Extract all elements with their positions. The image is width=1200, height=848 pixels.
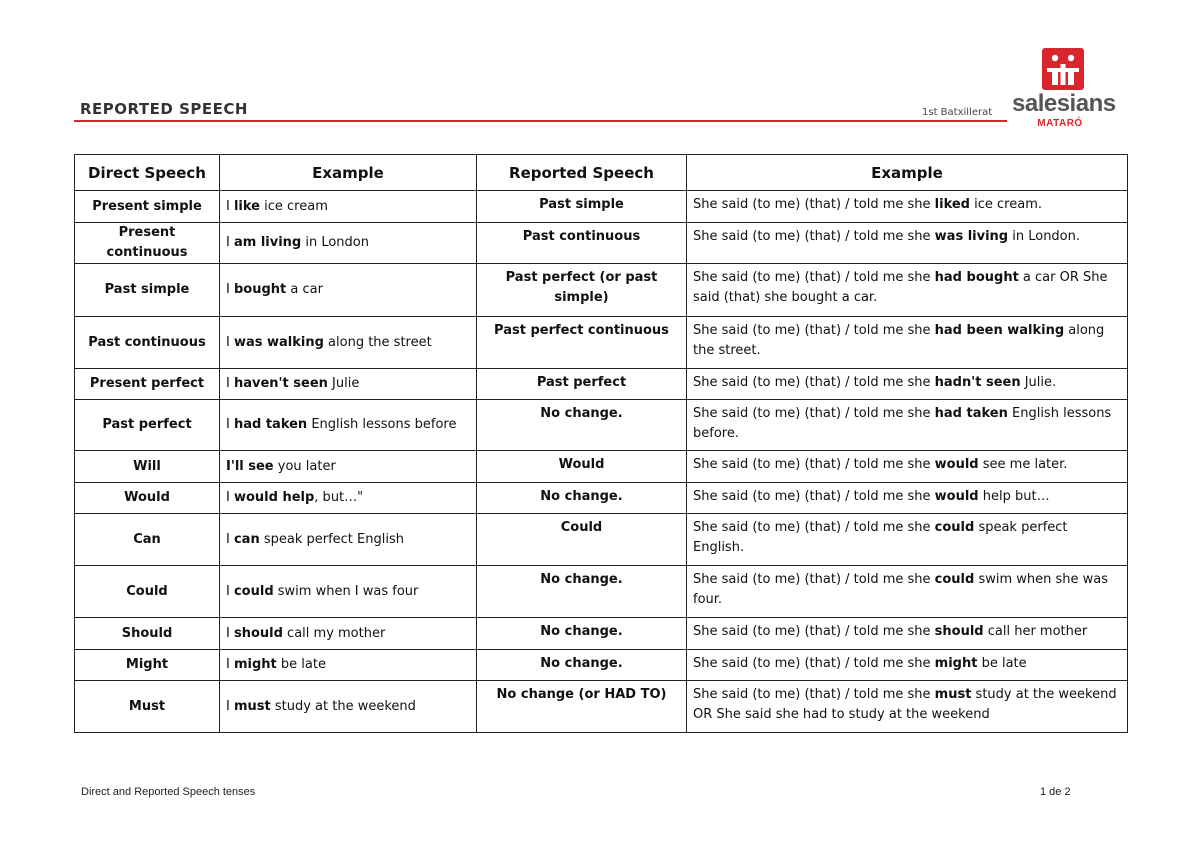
table-row — [75, 317, 1128, 369]
reported-speech-example — [687, 483, 1128, 514]
example-verb: liked — [934, 197, 970, 212]
example-text: She said (to me) (that) / told me she — [693, 229, 935, 244]
example-text: I — [226, 376, 234, 391]
example-text: Julie — [327, 376, 360, 391]
example-text: study at the weekend — [270, 698, 416, 714]
example-verb: had taken — [934, 406, 1008, 421]
example-text: Julie. — [1020, 375, 1057, 390]
example-verb: might — [934, 656, 978, 671]
example-verb: was walking — [233, 334, 324, 350]
example-text: English lessons before — [307, 417, 457, 432]
example-text: along the street — [323, 334, 432, 350]
example-text: She said (to me) (that) / told me she — [693, 406, 935, 421]
example-text: She said (to me) (that) / told me she — [693, 687, 935, 702]
example-text: She said (to me) (that) / told me she — [693, 197, 935, 212]
reported-speech-example — [687, 223, 1128, 264]
direct-speech-tense: Will — [75, 451, 220, 483]
reported-speech-tense: Would — [477, 451, 687, 483]
direct-speech-example — [220, 264, 477, 317]
reported-speech-example — [687, 514, 1128, 566]
example-text: a car OR She said (that) she bought a car. — [693, 270, 1108, 305]
example-text: you later — [273, 458, 336, 474]
example-verb: am living — [233, 235, 302, 250]
direct-speech-example — [220, 483, 477, 514]
reported-speech-tense: No change. — [477, 566, 687, 618]
example-text: be late — [276, 657, 326, 672]
example-text: in London — [301, 235, 369, 250]
example-text: I — [226, 417, 234, 432]
example-text: English lessons before. — [693, 406, 1112, 441]
direct-speech-tense: Past simple — [75, 264, 220, 317]
direct-speech-tense: Must — [75, 681, 220, 733]
direct-speech-tense: Should — [75, 618, 220, 650]
reported-speech-tense: No change. — [477, 400, 687, 451]
example-text: I — [226, 490, 234, 505]
example-verb: had taken — [233, 417, 308, 432]
example-verb: like — [233, 198, 260, 214]
example-verb: was living — [934, 229, 1009, 244]
example-verb: I'll see — [226, 458, 274, 474]
header-reported-speech: Reported Speech — [477, 155, 687, 191]
example-verb: might — [233, 657, 277, 672]
reported-speech-example — [687, 191, 1128, 223]
reported-speech-example — [687, 618, 1128, 650]
direct-speech-tense: Might — [75, 650, 220, 681]
example-text: call my mother — [282, 625, 386, 641]
example-text: in London. — [1008, 229, 1081, 244]
example-text: speak perfect English — [259, 531, 404, 547]
reported-speech-tense: Past perfect (or past simple) — [477, 264, 687, 317]
example-text: I — [226, 531, 234, 547]
salesians-logo — [1012, 48, 1116, 132]
example-verb: had been walking — [934, 323, 1065, 338]
example-text: She said (to me) (that) / told me she — [693, 489, 935, 504]
header-direct-speech: Direct Speech — [75, 155, 220, 191]
table-row — [75, 514, 1128, 566]
example-text: I — [226, 334, 234, 350]
example-text: She said (to me) (that) / told me she — [693, 572, 935, 587]
tenses-table — [74, 154, 1128, 733]
reported-speech-tense: No change. — [477, 618, 687, 650]
table-row — [75, 681, 1128, 733]
example-text: see me later. — [978, 457, 1068, 472]
example-verb: should — [233, 625, 283, 641]
direct-speech-example — [220, 618, 477, 650]
example-text: help but… — [978, 489, 1050, 504]
reported-speech-example — [687, 566, 1128, 618]
direct-speech-tense: Past perfect — [75, 400, 220, 451]
direct-speech-tense: Can — [75, 514, 220, 566]
logo-wordmark: salesians — [1012, 90, 1116, 117]
example-text: She said (to me) (that) / told me she — [693, 656, 935, 671]
direct-speech-tense: Could — [75, 566, 220, 618]
direct-speech-example — [220, 514, 477, 566]
example-text: I — [226, 583, 234, 599]
example-text: , but…" — [314, 490, 364, 505]
table-row — [75, 223, 1128, 264]
header-divider — [74, 120, 1007, 122]
example-text: She said (to me) (that) / told me she — [693, 457, 935, 472]
example-text: ice cream — [260, 198, 328, 214]
example-verb: can — [233, 531, 260, 547]
example-text: She said (to me) (that) / told me she — [693, 375, 935, 390]
reported-speech-example — [687, 681, 1128, 733]
table-row — [75, 191, 1128, 223]
example-verb: would — [934, 489, 979, 504]
reported-speech-example — [687, 451, 1128, 483]
reported-speech-tense: Past perfect — [477, 369, 687, 400]
direct-speech-example — [220, 223, 477, 264]
direct-speech-example — [220, 681, 477, 733]
direct-speech-tense: Present perfect — [75, 369, 220, 400]
header-example-reported: Example — [687, 155, 1128, 191]
reported-speech-tense: No change. — [477, 650, 687, 681]
table-row — [75, 483, 1128, 514]
reported-speech-example — [687, 317, 1128, 369]
table-row — [75, 400, 1128, 451]
page-title: REPORTED SPEECH — [80, 100, 248, 118]
example-verb: must — [233, 698, 271, 714]
direct-speech-example — [220, 451, 477, 483]
example-verb: could — [233, 583, 274, 599]
example-text: study at the weekend OR She said she had to study at the weekend — [693, 687, 1117, 722]
reported-speech-example — [687, 369, 1128, 400]
example-text: along the street. — [693, 323, 1105, 358]
reported-speech-tense: Could — [477, 514, 687, 566]
example-text: swim when she was four. — [693, 572, 1109, 607]
page-number: 1 de 2 — [1040, 786, 1071, 798]
direct-speech-example — [220, 191, 477, 223]
example-verb: haven't seen — [233, 376, 328, 391]
example-text: She said (to me) (that) / told me she — [693, 624, 935, 639]
example-text: speak perfect English. — [693, 520, 1068, 555]
logo-city: MATARÓ — [1037, 118, 1083, 129]
direct-speech-example — [220, 566, 477, 618]
header-example: Example — [220, 155, 477, 191]
reported-speech-example — [687, 650, 1128, 681]
example-verb: would — [934, 457, 979, 472]
table-row — [75, 566, 1128, 618]
direct-speech-example — [220, 650, 477, 681]
example-text: swim when I was four — [273, 583, 419, 599]
example-verb: should — [934, 624, 984, 639]
example-text: ice cream. — [970, 197, 1042, 212]
example-verb: must — [934, 687, 972, 702]
direct-speech-tense: Present simple — [75, 191, 220, 223]
direct-speech-example — [220, 369, 477, 400]
table-row — [75, 264, 1128, 317]
reported-speech-tense: No change. — [477, 483, 687, 514]
table-header-row — [75, 155, 1128, 191]
example-verb: could — [934, 572, 975, 587]
reported-speech-example — [687, 400, 1128, 451]
table-row — [75, 451, 1128, 483]
example-verb: would help — [233, 490, 315, 505]
example-verb: could — [934, 520, 975, 535]
salesians-logo-icon — [1042, 48, 1084, 90]
example-text: I — [226, 625, 234, 641]
example-verb: hadn't seen — [934, 375, 1021, 390]
example-verb: bought — [233, 282, 287, 297]
example-text: I — [226, 698, 234, 714]
direct-speech-example — [220, 400, 477, 451]
direct-speech-tense: Present continuous — [75, 223, 220, 264]
reported-speech-tense: No change (or HAD TO) — [477, 681, 687, 733]
example-text: I — [226, 657, 234, 672]
example-text: She said (to me) (that) / told me she — [693, 323, 935, 338]
example-text: She said (to me) (that) / told me she — [693, 270, 935, 285]
reported-speech-example — [687, 264, 1128, 317]
direct-speech-tense: Past continuous — [75, 317, 220, 369]
table-row — [75, 618, 1128, 650]
reported-speech-tense: Past continuous — [477, 223, 687, 264]
table-row — [75, 369, 1128, 400]
example-text: She said (to me) (that) / told me she — [693, 520, 935, 535]
reported-speech-tense: Past perfect continuous — [477, 317, 687, 369]
direct-speech-tense: Would — [75, 483, 220, 514]
example-text: a car — [286, 282, 323, 297]
example-verb: had bought — [934, 270, 1019, 285]
example-text: I — [226, 282, 234, 297]
example-text: call her mother — [983, 624, 1088, 639]
direct-speech-example — [220, 317, 477, 369]
footer-title: Direct and Reported Speech tenses — [81, 786, 256, 798]
example-text: be late — [977, 656, 1027, 671]
example-text: I — [226, 198, 234, 214]
example-text: I — [226, 235, 234, 250]
reported-speech-tense: Past simple — [477, 191, 687, 223]
course-label: 1st Batxillerat — [922, 107, 993, 118]
table-row — [75, 650, 1128, 681]
